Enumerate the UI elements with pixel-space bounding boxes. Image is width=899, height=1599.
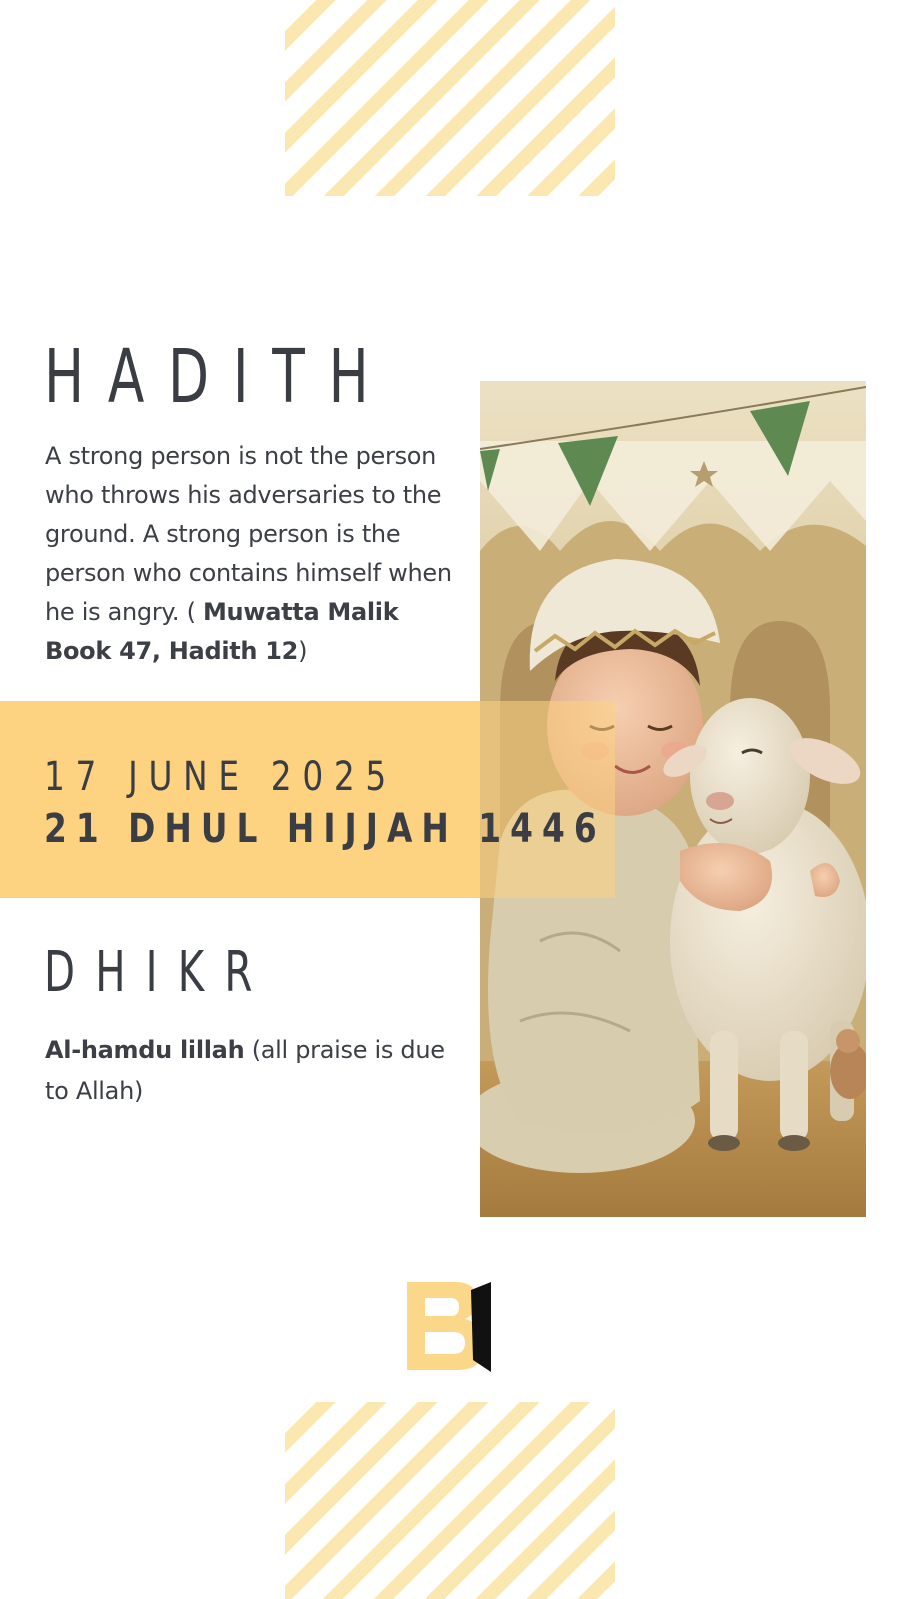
dhikr-title: DHIKR: [44, 940, 273, 1005]
dhikr-phrase: Al-hamdu lillah: [45, 1036, 245, 1064]
decorative-stripes-bottom: [285, 1402, 615, 1599]
hadith-text: [45, 437, 470, 671]
date-band-overlay: [480, 701, 615, 898]
hadith-quote: A strong person is not the person who throws his adversaries to the ground. A strong person is the person who contains himself when he is angry. (: [45, 442, 452, 626]
hadith-closing: ): [298, 637, 308, 665]
dhikr-meaning: (all praise is due to Allah): [45, 1036, 445, 1105]
gregorian-date: 17 JUNE 2025: [44, 754, 397, 800]
hijri-date: 21 DHUL HIJJAH 1446: [44, 806, 606, 852]
decorative-stripes-top: [285, 0, 615, 196]
hadith-title: HADITH: [44, 334, 393, 420]
b1-logo: [403, 1280, 499, 1372]
dhikr-text: [45, 1030, 445, 1112]
hadith-source: Muwatta Malik Book 47, Hadith 12: [45, 598, 399, 665]
